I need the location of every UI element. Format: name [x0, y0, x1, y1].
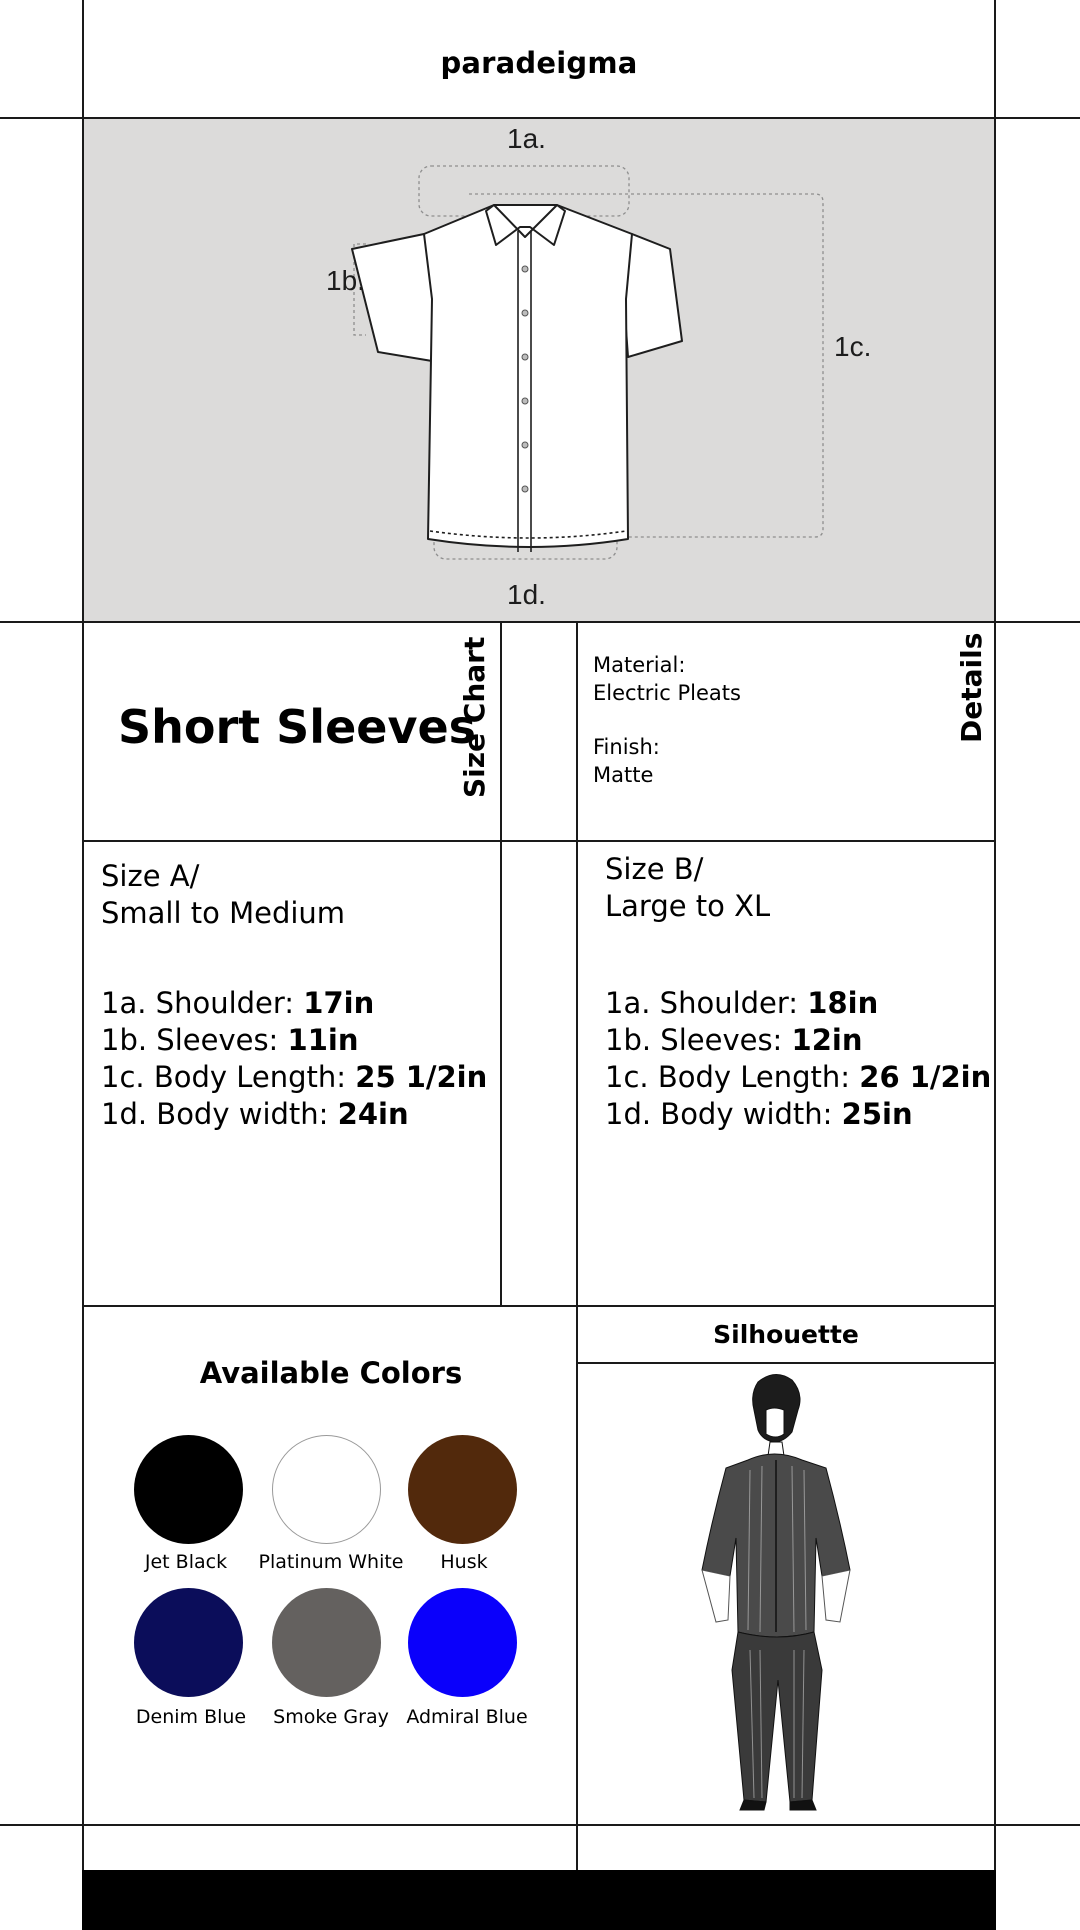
details-label: Details — [955, 632, 988, 743]
size-b-body-length: 1c. Body Length: 26 1/2in — [605, 1060, 992, 1094]
rule-silhouette-title — [578, 1362, 994, 1364]
size-a-range: Small to Medium — [101, 896, 346, 930]
swatch-jet-black[interactable] — [134, 1435, 243, 1544]
swatch-smoke-gray[interactable] — [272, 1588, 381, 1697]
rule-right — [994, 0, 996, 1870]
swatch-label-admiral-blue: Admiral Blue — [406, 1706, 528, 1728]
size-b-sleeves: 1b. Sleeves: 12in — [605, 1023, 863, 1057]
size-a-name: Size A/ — [101, 859, 200, 893]
size-b-range: Large to XL — [605, 889, 771, 923]
swatch-platinum-white[interactable] — [272, 1435, 381, 1544]
shirt-flat-sketch — [84, 119, 994, 621]
label-1b: 1b. — [326, 265, 365, 296]
material-label: Material: — [593, 653, 686, 677]
swatch-denim-blue[interactable] — [134, 1588, 243, 1697]
label-1a: 1a. — [507, 123, 546, 154]
model-silhouette-image — [578, 1370, 994, 1822]
rule-hero-bottom — [0, 621, 1080, 623]
swatch-label-denim-blue: Denim Blue — [135, 1706, 247, 1728]
swatch-label-jet-black: Jet Black — [144, 1551, 228, 1573]
size-a-body-length: 1c. Body Length: 25 1/2in — [101, 1060, 488, 1094]
finish-label: Finish: — [593, 735, 660, 759]
rule-colors-top — [84, 1305, 994, 1307]
size-b-heading — [605, 851, 770, 925]
size-a-heading — [101, 858, 345, 932]
product-title: Short Sleeves — [118, 700, 477, 754]
swatch-label-platinum-white: Platinum White — [258, 1551, 404, 1573]
size-b-name: Size B/ — [605, 852, 704, 886]
size-b-body-width: 1d. Body width: 25in — [605, 1097, 913, 1131]
swatch-husk[interactable] — [408, 1435, 517, 1544]
label-1c: 1c. — [834, 331, 872, 362]
rule-mid-left — [500, 621, 502, 1306]
swatch-label-husk: Husk — [440, 1551, 488, 1573]
footer-bar — [82, 1870, 996, 1930]
measurement-diagram — [84, 119, 994, 621]
rule-sizes-bottom — [0, 1824, 1080, 1826]
swatch-admiral-blue[interactable] — [408, 1588, 517, 1697]
swatch-label-smoke-gray: Smoke Gray — [273, 1706, 389, 1728]
brand-logo[interactable]: paradeigma — [440, 46, 638, 80]
size-a-body-width: 1d. Body width: 24in — [101, 1097, 409, 1131]
size-a-shoulder: 1a. Shoulder: 17in — [101, 986, 375, 1020]
material-value: Electric Pleats — [593, 681, 741, 705]
size-a-sleeves: 1b. Sleeves: 11in — [101, 1023, 359, 1057]
finish-value: Matte — [593, 763, 654, 787]
size-chart-label: Size Chart — [458, 636, 491, 798]
rule-title-row — [84, 840, 994, 842]
silhouette-title: Silhouette — [713, 1320, 859, 1349]
label-1d: 1d. — [507, 579, 546, 610]
available-colors-title: Available Colors — [199, 1356, 463, 1390]
size-b-shoulder: 1a. Shoulder: 18in — [605, 986, 879, 1020]
